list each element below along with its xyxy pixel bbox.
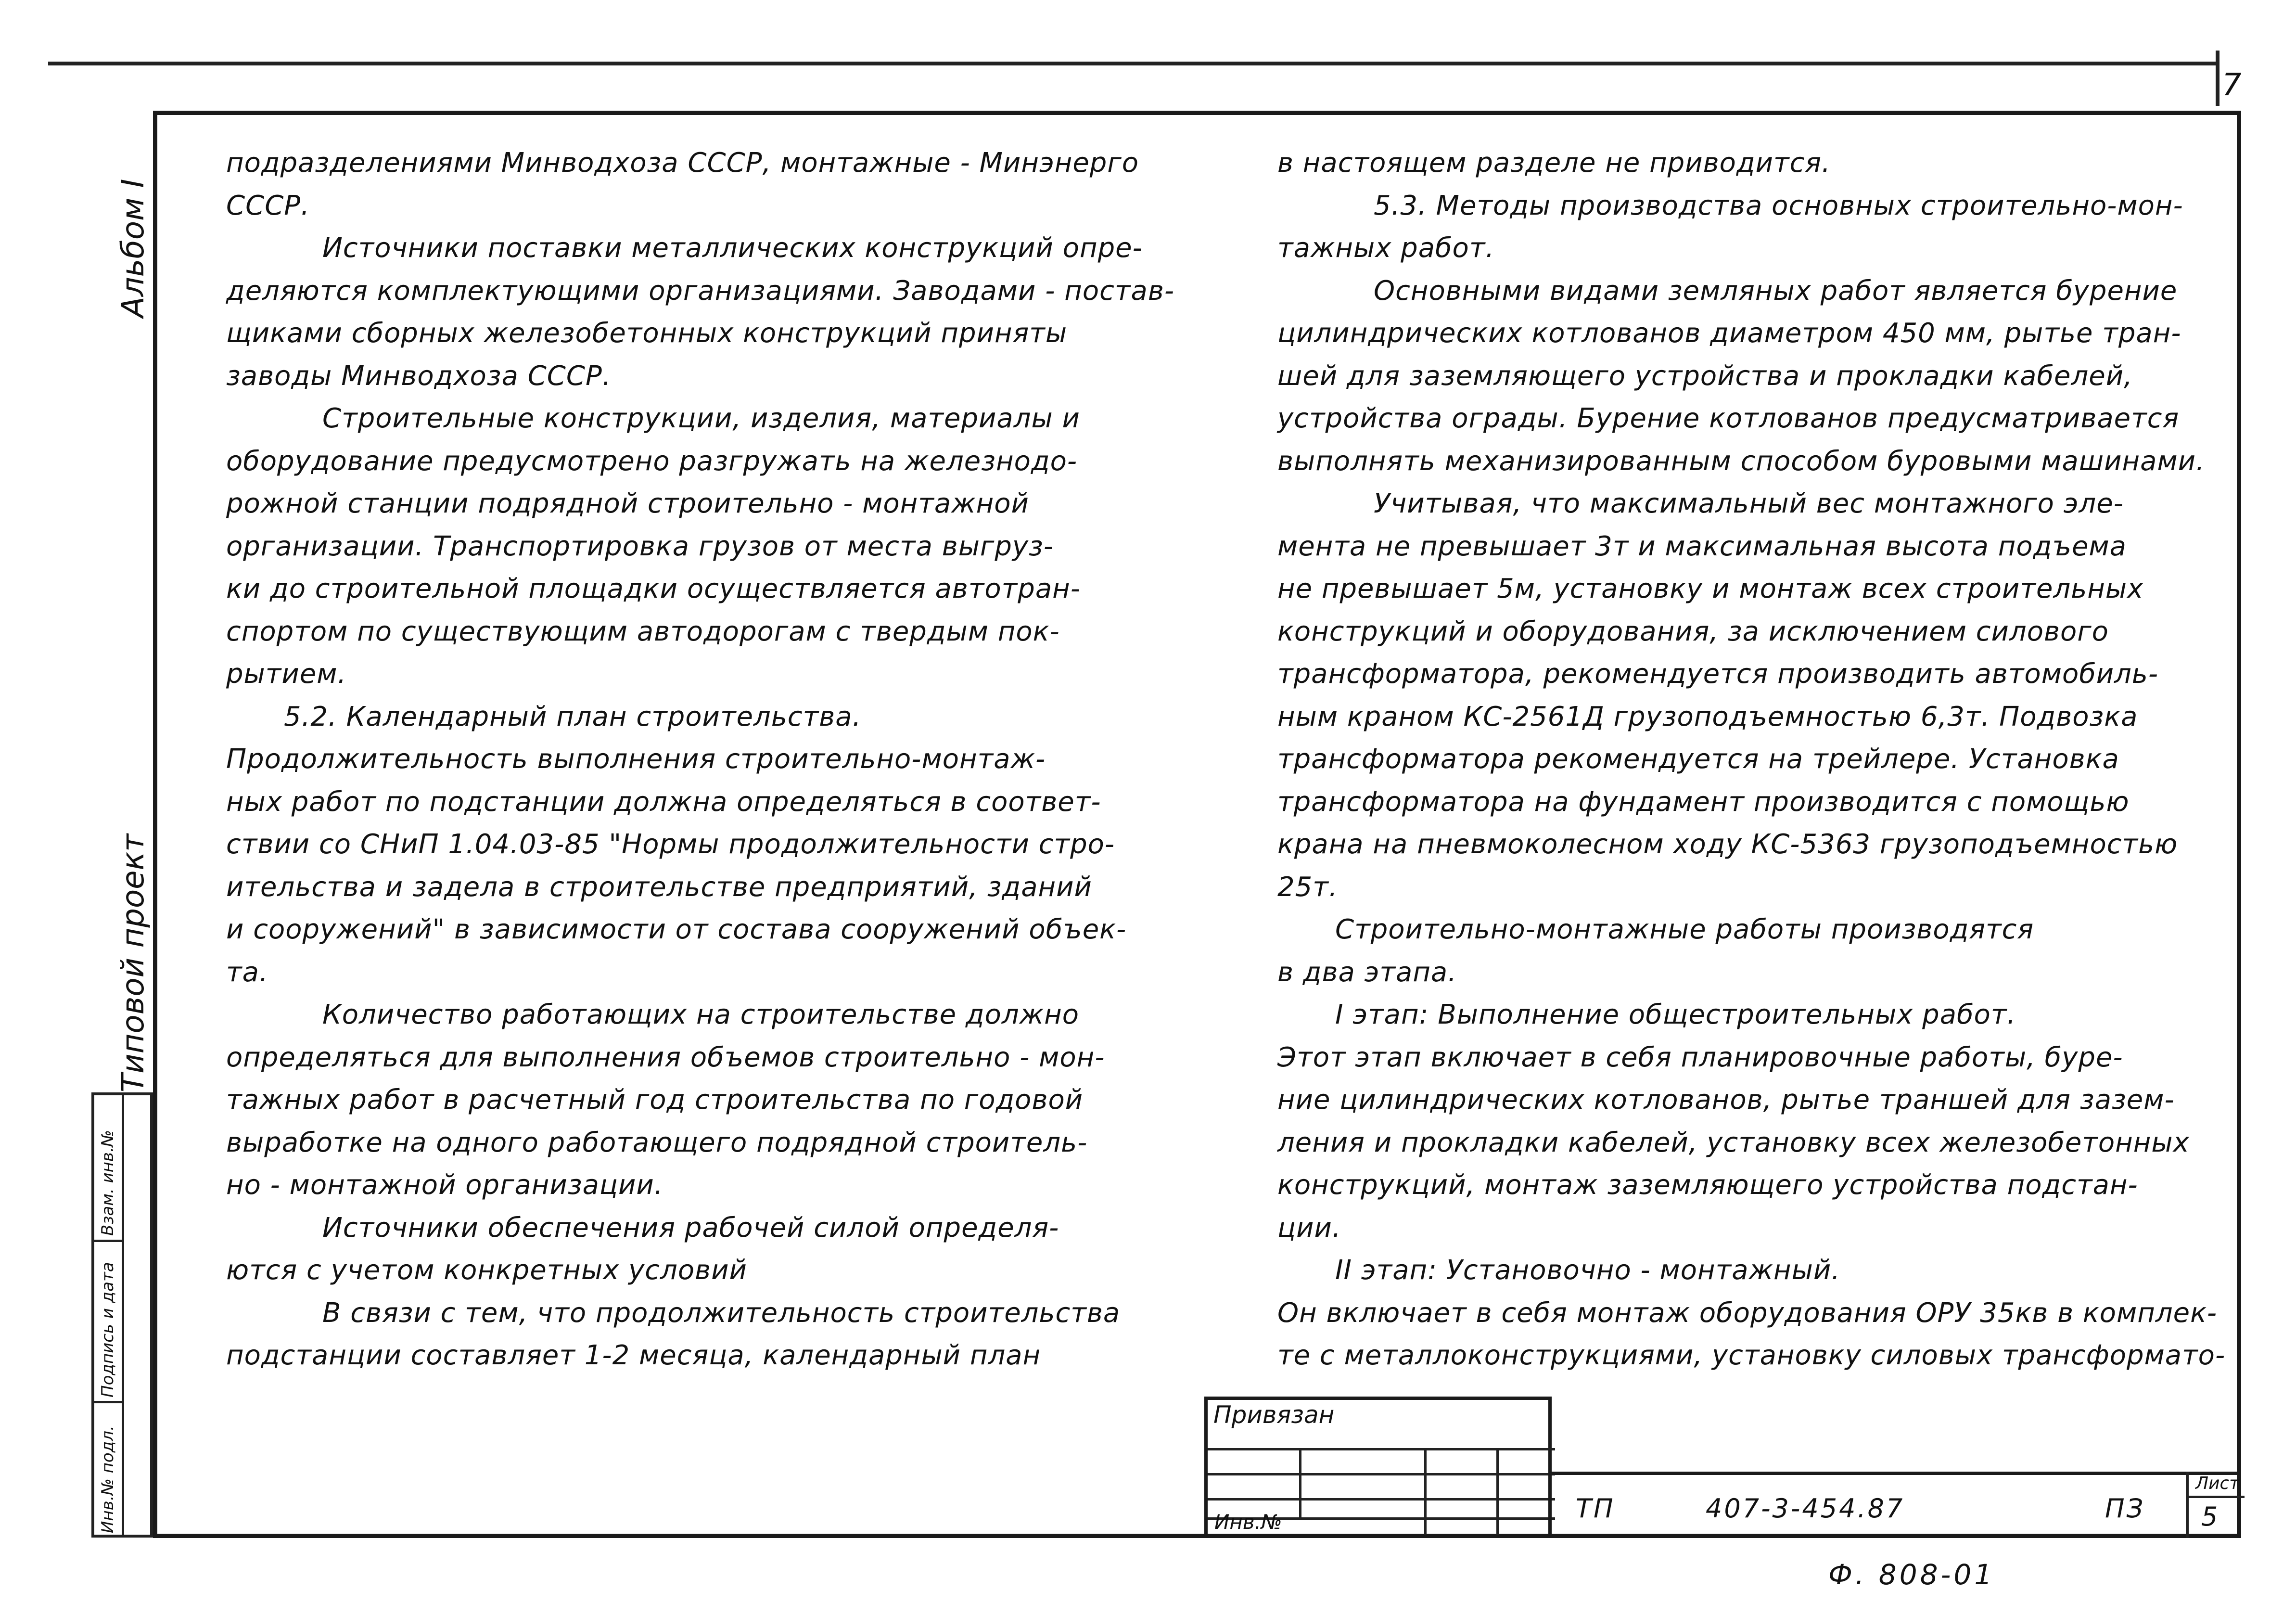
album-label: Альбом I [115, 179, 151, 318]
text-line: 25т. [1277, 871, 1338, 903]
text-line: ние цилиндрических котлованов, рытье траншей для зазем- [1277, 1084, 2175, 1116]
stamp-vzam-inv: Взам. инв.№ [98, 1129, 117, 1236]
text-line: СССР. [226, 190, 310, 221]
text-line: тажных работ. [1277, 232, 1495, 264]
text-line: те с металлоконструкциями, установку силовых трансформато- [1277, 1340, 2226, 1371]
side-stamp [91, 1092, 153, 1538]
text-line: цилиндрических котлованов диаметром 450 мм, рытье тран- [1277, 318, 2181, 349]
text-line: заводы Минводхоза СССР. [226, 360, 612, 392]
tp-label: ТП [1576, 1493, 1615, 1524]
side-stamp-divider [94, 1401, 124, 1403]
text-line: Источники обеспечения рабочей силой определя- [322, 1212, 1059, 1244]
sheet-number: 5 [2201, 1501, 2218, 1532]
side-stamp-divider [94, 1240, 124, 1242]
sheet-label: Лист [2195, 1474, 2240, 1493]
stamp-col-line [1496, 1448, 1499, 1535]
text-line: конструкций и оборудования, за исключением силового [1277, 616, 2109, 647]
text-line: ным краном КС-2561Д грузоподъемностью 6,3т. Подвозка [1277, 701, 2138, 732]
text-line: не превышает 5м, установку и монтаж всех строительных [1277, 573, 2144, 604]
document-code: 407-3-454.87 [1706, 1493, 1905, 1524]
section-code: ПЗ [2105, 1493, 2145, 1524]
page-number: 7 [2222, 67, 2242, 103]
privyazan-label: Привязан [1213, 1401, 1335, 1429]
stamp-privyazan [1204, 1397, 1552, 1538]
text-line: крана на пневмоколесном ходу КС-5363 грузоподъемностью [1277, 829, 2178, 860]
text-line: ных работ по подстанции должна определяться в соответ- [226, 786, 1101, 818]
stamp-podpis-data: Подпись и дата [98, 1262, 117, 1398]
sheet-box [2186, 1472, 2245, 1538]
stamp-row-line [1208, 1498, 1555, 1500]
text-line: выработке на одного работающего подрядной строитель- [226, 1127, 1088, 1158]
text-line: ствии со СНиП 1.04.03-85 "Нормы продолжительности стро- [226, 829, 1115, 860]
text-line: ки до строительной площадки осуществляется автотран- [226, 573, 1081, 604]
text-line: В связи с тем, что продолжительность строительства [322, 1297, 1121, 1329]
section-heading: 5.2. Календарный план строительства. [284, 701, 862, 732]
text-line: конструкций, монтаж заземляющего устройства подстан- [1277, 1169, 2138, 1201]
text-line: подстанции составляет 1-2 месяца, календарный план [226, 1340, 1041, 1371]
text-line: выполнять механизированным способом буровыми машинами. [1277, 445, 2205, 477]
text-line: Количество работающих на строительстве должно [322, 999, 1080, 1030]
text-line: ления и прокладки кабелей, установку всех железобетонных [1277, 1127, 2190, 1158]
text-line: подразделениями Минводхоза СССР, монтажные - Минэнерго [226, 147, 1139, 179]
stage-heading: II этап: Установочно - монтажный. [1335, 1255, 1841, 1286]
text-line: та. [226, 956, 268, 988]
inv-no-label: Инв.№ [1214, 1510, 1282, 1534]
section-heading: 5.3. Методы производства основных строительно-мон- [1374, 190, 2183, 221]
text-line: ются с учетом конкретных условий [226, 1255, 747, 1286]
text-line: определяться для выполнения объемов строительно - мон- [226, 1041, 1105, 1073]
text-line: ительства и задела в строительстве предприятий, зданий [226, 871, 1092, 903]
outer-frame-top [48, 62, 2218, 65]
stamp-designation [1548, 1472, 2241, 1538]
text-line: рожной станции подрядной строительно - монтажной [226, 488, 1029, 519]
text-line: и сооружений" в зависимости от состава сооружений объек- [226, 914, 1127, 945]
text-line: Продолжительность выполнения строительно-монтаж- [226, 744, 1046, 775]
stage-heading: I этап: Выполнение общестроительных работ. [1335, 999, 2016, 1030]
text-line: трансформатора, рекомендуется производить автомобиль- [1277, 658, 2159, 690]
stamp-row-line [1208, 1448, 1555, 1450]
stamp-inv-podl: Инв.№ подл. [98, 1425, 117, 1533]
text-line: Он включает в себя монтаж оборудования ОРУ 35кв в комплек- [1277, 1297, 2218, 1329]
text-line: в два этапа. [1277, 956, 1457, 988]
text-line: Источники поставки металлических конструкций опре- [322, 232, 1143, 264]
text-line: оборудование предусмотрено разгружать на железнодо- [226, 445, 1078, 477]
text-line: шей для заземляющего устройства и прокладки кабелей, [1277, 360, 2133, 392]
text-line: устройства ограды. Бурение котлованов предусматривается [1277, 403, 2180, 434]
text-line: организации. Транспортировка грузов от места выгруз- [226, 530, 1054, 562]
text-line: но - монтажной организации. [226, 1169, 663, 1201]
text-line: Строительно-монтажные работы производятся [1335, 914, 2034, 945]
stamp-row-line [1208, 1473, 1555, 1475]
text-line: Учитывая, что максимальный вес монтажного эле- [1374, 488, 2124, 519]
page-number-divider [2216, 51, 2219, 106]
right-text-column [1277, 142, 2225, 1377]
text-line: трансформатора на фундамент производится с помощью [1277, 786, 2130, 818]
text-line: ции. [1277, 1212, 1341, 1244]
stamp-col-line [1424, 1448, 1427, 1535]
text-line: тажных работ в расчетный год строительства по годовой [226, 1084, 1084, 1116]
text-line: Основными видами земляных работ является бурение [1374, 275, 2178, 307]
text-line: трансформатора рекомендуется на трейлере. Установка [1277, 744, 2119, 775]
text-line: рытием. [226, 658, 347, 690]
format-label: Ф. 808-01 [1828, 1558, 1995, 1591]
text-line: Этот этап включает в себя планировочные работы, буре- [1277, 1041, 2123, 1073]
text-line: спортом по существующим автодорогам с твердым пок- [226, 616, 1060, 647]
project-type-label: Типовой проект [115, 834, 151, 1092]
stamp-col-line [1299, 1448, 1301, 1517]
text-line: деляются комплектующими организациями. Заводами - постав- [226, 275, 1175, 307]
text-line: в настоящем разделе не приводится. [1277, 147, 1831, 179]
sheet-box-divider [2189, 1496, 2245, 1498]
text-line: мента не превышает 3т и максимальная высота подъема [1277, 530, 2127, 562]
left-text-column [226, 142, 1174, 1377]
text-line: щиками сборных железобетонных конструкций приняты [226, 318, 1068, 349]
text-line: Строительные конструкции, изделия, материалы и [322, 403, 1080, 434]
